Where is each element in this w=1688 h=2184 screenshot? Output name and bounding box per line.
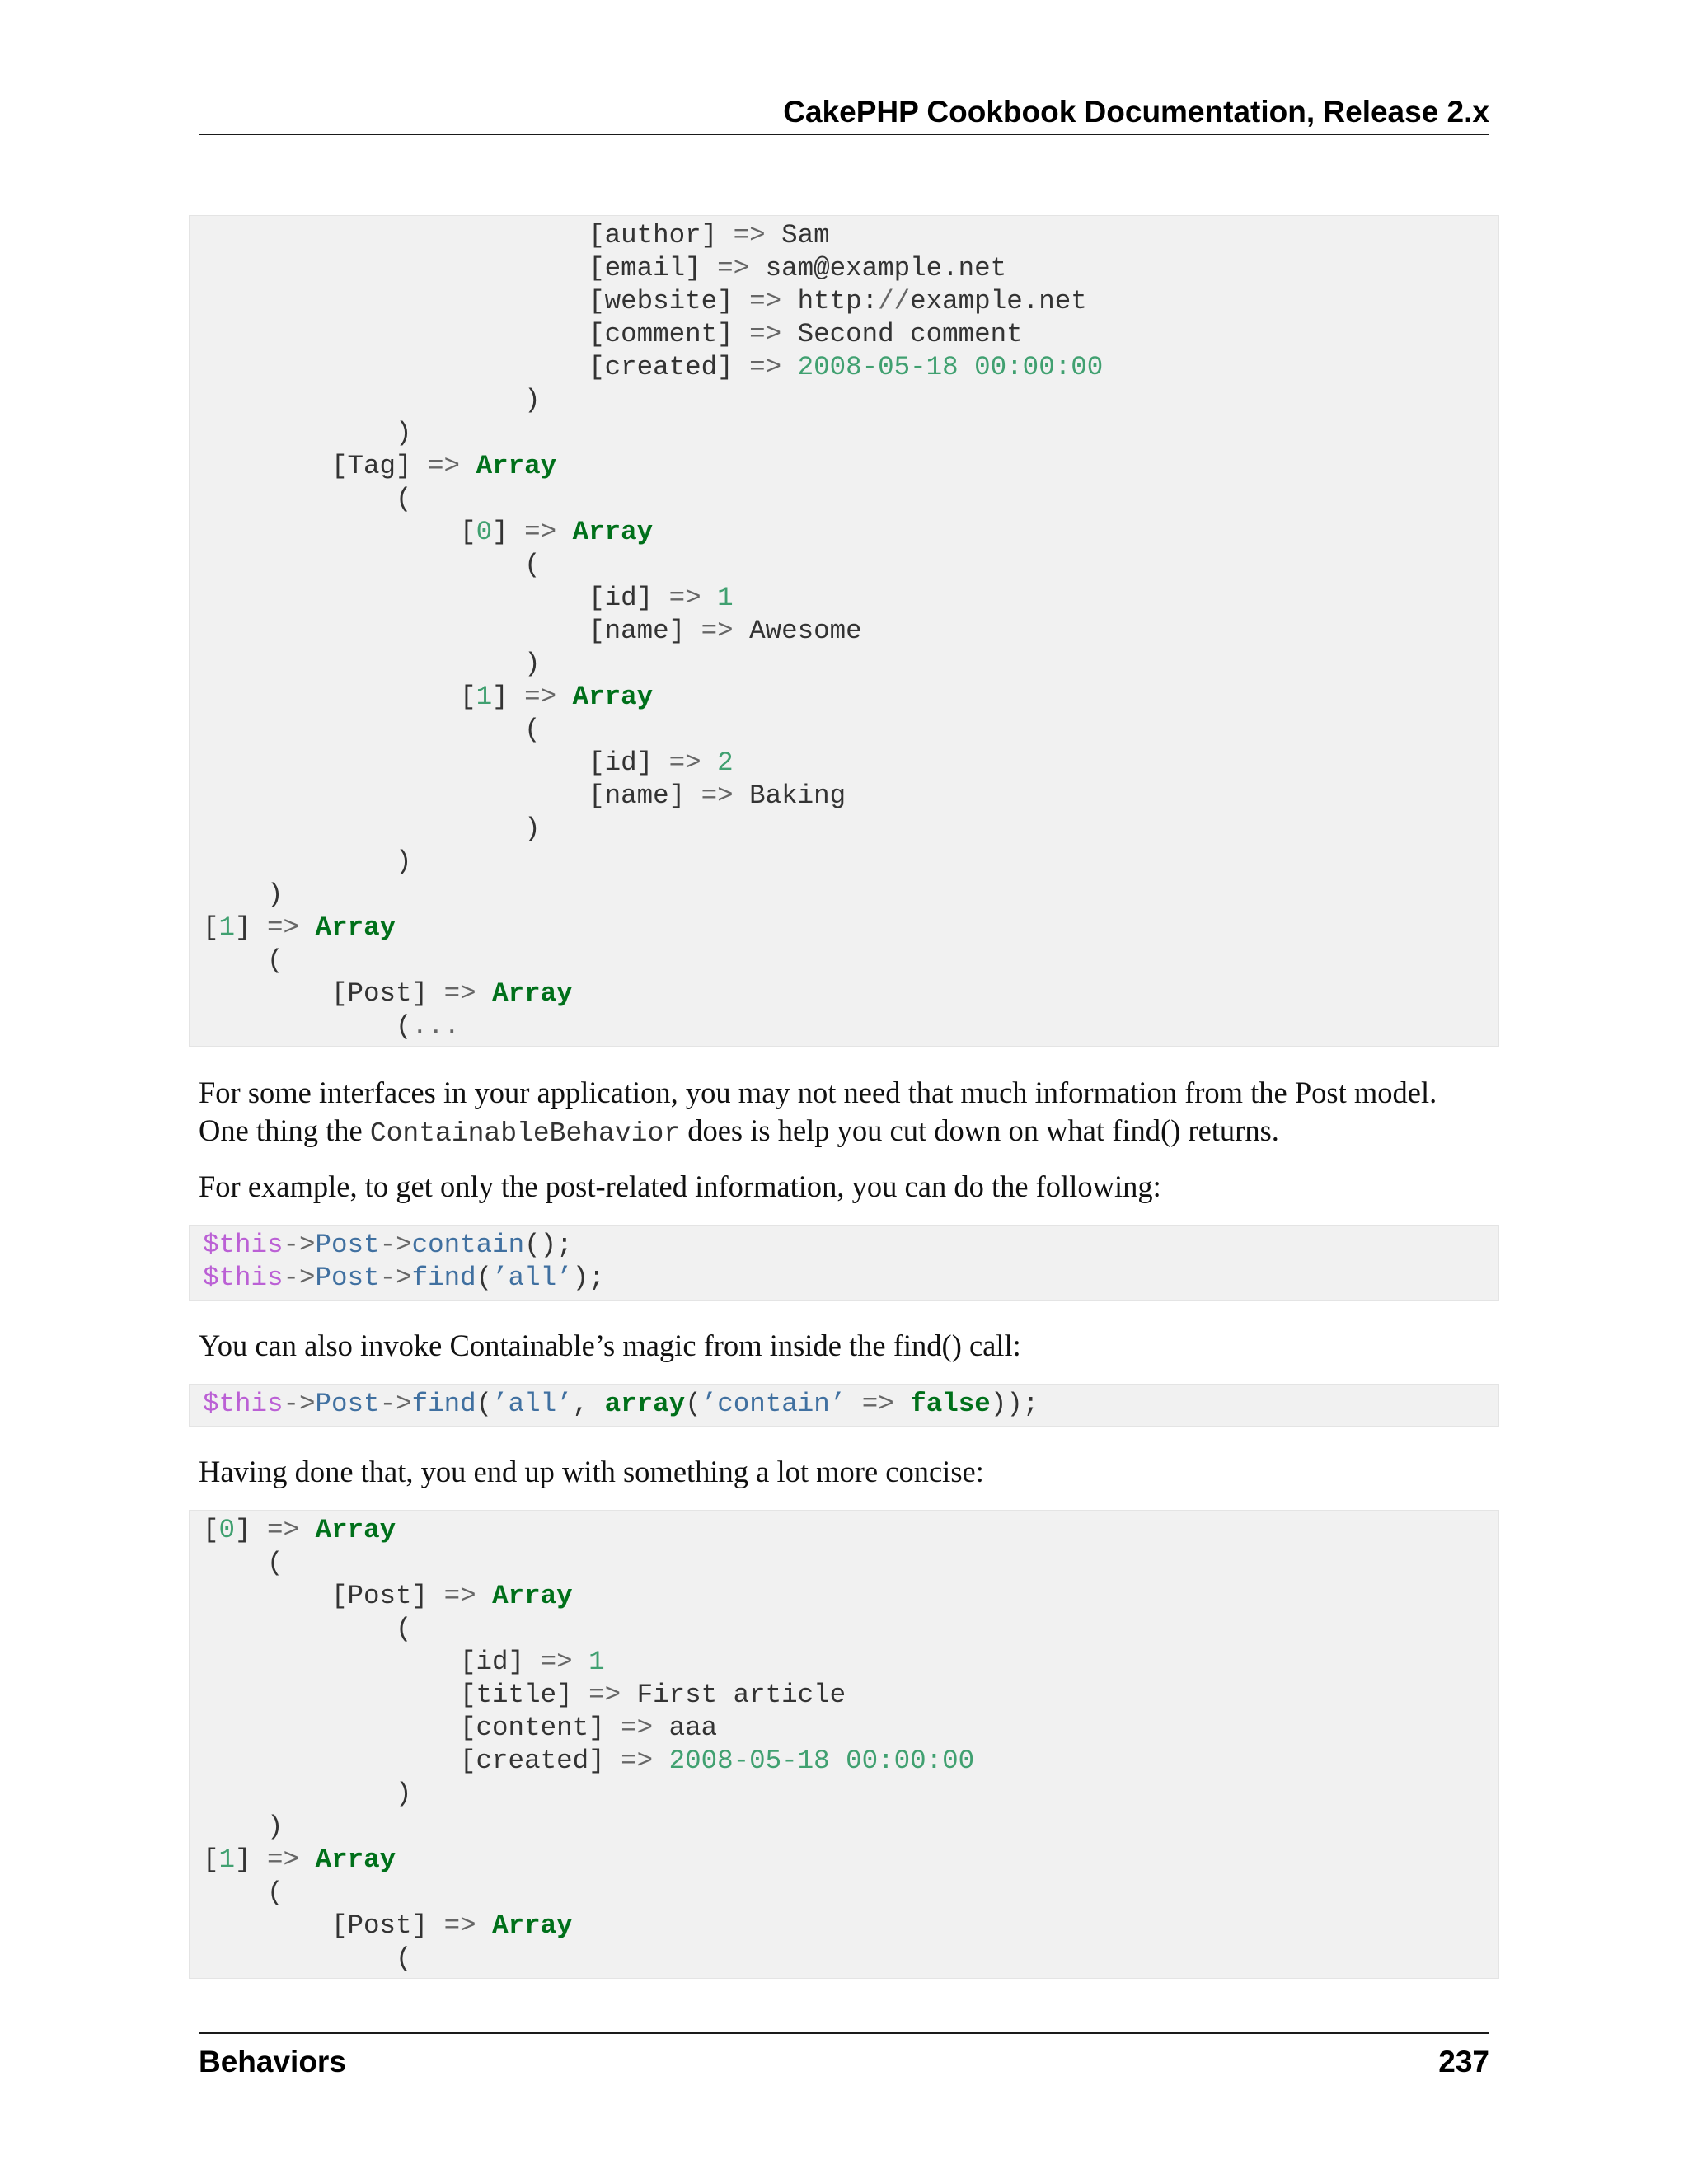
code-token: ] (235, 1844, 268, 1875)
code-token: -> (283, 1389, 316, 1419)
code-token: aaa (653, 1713, 718, 1743)
code-line (203, 1010, 1498, 1043)
code-line (203, 351, 1498, 384)
code-token: ) (203, 879, 284, 910)
code-token: // (878, 286, 911, 316)
code-token: ( (203, 484, 412, 514)
code-token: find (411, 1389, 476, 1419)
code-line (203, 1844, 1498, 1877)
code-token: ’all’ (492, 1389, 573, 1419)
code-token: => (621, 1746, 654, 1776)
inline-code-containable-behavior: ContainableBehavior (369, 1118, 681, 1149)
code-line (203, 747, 1498, 780)
code-token: [id] (203, 1647, 541, 1677)
code-line (203, 219, 1498, 252)
code-token: sam@example.net (749, 253, 1007, 284)
code-token (701, 583, 718, 613)
paragraph-example-intro: For example, to get only the post-related information, you can do the following: (199, 1169, 1161, 1203)
paragraph-find-call: You can also invoke Containable’s magic from inside the find() call: (199, 1329, 1021, 1362)
code-token: => (621, 1713, 654, 1743)
code-line (203, 1778, 1498, 1811)
code-token: [comment] (203, 319, 750, 349)
code-token (299, 1515, 316, 1545)
code-token: 1 (476, 682, 493, 712)
code-token: -> (379, 1263, 412, 1293)
code-line (203, 384, 1498, 417)
code-line (203, 1712, 1498, 1745)
code-token: => (524, 517, 557, 547)
code-token: => (668, 583, 701, 613)
running-header: CakePHP Cookbook Documentation, Release 2.x (783, 95, 1489, 129)
code-token: ) (203, 1811, 284, 1842)
code-token: => (701, 780, 734, 811)
code-token: => (267, 1844, 300, 1875)
code-line (203, 252, 1498, 285)
code-line (203, 1580, 1498, 1613)
code-token: ) (203, 813, 541, 844)
code-token: ( (203, 1943, 412, 1974)
code-token: [created] (203, 352, 750, 382)
code-token (460, 451, 476, 481)
code-token: ); (572, 1263, 605, 1293)
paragraph-concise-result: Having done that, you end up with something a lot more concise: (199, 1455, 984, 1488)
code-line (203, 1910, 1498, 1943)
code-token: 1 (717, 583, 734, 613)
code-token: => (443, 1581, 476, 1611)
code-token: => (749, 352, 782, 382)
code-token: $this (203, 1230, 284, 1260)
code-token: [title] (203, 1680, 589, 1710)
code-token: 1 (218, 1844, 236, 1875)
paragraph-text-before: For some interfaces in your application, you may not need that much information from the Post model. One thing the (199, 1076, 1437, 1147)
code-token: => (749, 286, 782, 316)
code-token: ( (203, 1614, 412, 1644)
code-token: $this (203, 1263, 284, 1293)
footer-section-title: Behaviors (199, 2045, 346, 2079)
code-token (573, 1647, 589, 1677)
code-token: )); (990, 1389, 1039, 1419)
code-token (556, 517, 573, 547)
code-token: [content] (203, 1713, 621, 1743)
code-token: [name] (203, 780, 701, 811)
code-token: => (717, 253, 750, 284)
code-token: [id] (203, 748, 669, 778)
code-block-find-contain-false (189, 1384, 1499, 1427)
code-token: ] (492, 517, 525, 547)
code-token: Post (315, 1263, 380, 1293)
code-line (203, 714, 1498, 747)
code-line (203, 813, 1498, 846)
code-token: ’all’ (492, 1263, 573, 1293)
code-line (203, 648, 1498, 681)
code-token: => (267, 1515, 300, 1545)
code-token: ( (203, 550, 541, 580)
code-token: ) (203, 418, 412, 448)
code-token: ( (476, 1263, 493, 1293)
code-line (203, 1811, 1498, 1844)
code-token: Array (476, 451, 557, 481)
code-token: => (267, 912, 300, 943)
code-token: , (572, 1389, 605, 1419)
code-token: ) (203, 649, 541, 679)
code-token: => (540, 1647, 573, 1677)
code-line (203, 944, 1498, 977)
code-token: array (604, 1389, 686, 1419)
page-number: 237 (1438, 2045, 1489, 2079)
code-token: ( (476, 1389, 493, 1419)
code-token (476, 1581, 493, 1611)
code-token: [id] (203, 583, 669, 613)
code-token: => (524, 682, 557, 712)
code-token: Array (572, 517, 654, 547)
code-line (203, 1514, 1498, 1547)
footer-rule (199, 2032, 1489, 2034)
code-line (203, 1877, 1498, 1910)
code-line (203, 582, 1498, 615)
code-token: find (411, 1263, 476, 1293)
code-token: [ (203, 682, 476, 712)
code-token: ] (235, 1515, 268, 1545)
code-token: [ (203, 517, 476, 547)
code-line (203, 450, 1498, 483)
code-token: => (443, 1910, 476, 1941)
code-token: 1 (218, 912, 236, 943)
code-token: Awesome (733, 616, 862, 646)
code-token: Post (315, 1230, 380, 1260)
code-token (299, 1844, 316, 1875)
code-token: ’contain’ (701, 1389, 846, 1419)
code-token: => (588, 1680, 621, 1710)
paragraph-text-after: does is help you cut down on what find() returns. (680, 1113, 1279, 1147)
code-token: Array (315, 1515, 396, 1545)
code-token: Second comment (781, 319, 1023, 349)
code-token: 0 (476, 517, 493, 547)
code-block-array-output (189, 215, 1499, 1047)
code-line (203, 846, 1498, 879)
code-line (203, 1943, 1498, 1975)
code-line (203, 1745, 1498, 1778)
code-token: Array (315, 912, 396, 943)
code-token: [ (203, 912, 219, 943)
code-token: (); (524, 1230, 573, 1260)
code-token: ) (203, 846, 412, 877)
code-line (203, 1388, 1498, 1421)
code-token: -> (283, 1263, 316, 1293)
code-token: example.net (910, 286, 1087, 316)
code-token: Array (492, 978, 573, 1009)
code-token (299, 912, 316, 943)
code-token: ) (203, 385, 541, 415)
code-token: $this (203, 1389, 284, 1419)
code-token: false (910, 1389, 991, 1419)
code-token: ( (203, 715, 541, 745)
code-token (894, 1389, 911, 1419)
code-block-contain-example (189, 1225, 1499, 1301)
code-token: ( (203, 1548, 284, 1578)
code-line (203, 1679, 1498, 1712)
code-token: [Post] (203, 978, 444, 1009)
code-line (203, 681, 1498, 714)
code-token: [name] (203, 616, 701, 646)
code-token: -> (283, 1230, 316, 1260)
code-token: ) (203, 1779, 412, 1809)
code-token (476, 978, 493, 1009)
code-token: ( (685, 1389, 701, 1419)
code-token: [Post] (203, 1581, 444, 1611)
code-token: => (861, 1389, 894, 1419)
code-token: Array (492, 1581, 573, 1611)
code-token: Sam (765, 220, 830, 251)
code-token: [created] (203, 1746, 621, 1776)
code-line (203, 879, 1498, 912)
code-token: => (701, 616, 734, 646)
code-token (476, 1910, 493, 1941)
code-token: => (443, 978, 476, 1009)
code-token: [author] (203, 220, 734, 251)
code-line (203, 977, 1498, 1010)
code-token (701, 748, 718, 778)
header-rule (199, 134, 1489, 135)
code-line (203, 1262, 1498, 1295)
code-block-concise-output (189, 1510, 1499, 1979)
code-token: => (428, 451, 461, 481)
code-token: ] (492, 682, 525, 712)
code-token: [ (203, 1515, 219, 1545)
code-token: 2008-05-18 00:00:00 (668, 1746, 975, 1776)
code-token: -> (379, 1230, 412, 1260)
code-line (203, 1229, 1498, 1262)
code-token (781, 352, 798, 382)
code-token (653, 1746, 669, 1776)
code-token: 2008-05-18 00:00:00 (797, 352, 1104, 382)
code-line (203, 417, 1498, 450)
paragraph-containable-intro (199, 1074, 1493, 1153)
code-token (556, 682, 573, 712)
code-line (203, 780, 1498, 813)
code-token: 2 (717, 748, 734, 778)
code-token: => (749, 319, 782, 349)
code-token: http: (781, 286, 879, 316)
code-line (203, 549, 1498, 582)
code-token: ( (203, 1011, 412, 1042)
code-token: [Tag] (203, 451, 429, 481)
code-token: Baking (733, 780, 846, 811)
code-token: => (668, 748, 701, 778)
code-line (203, 912, 1498, 944)
code-token: ] (235, 912, 268, 943)
code-token: [website] (203, 286, 750, 316)
code-token: 0 (218, 1515, 236, 1545)
code-token: 1 (588, 1647, 605, 1677)
code-line (203, 1646, 1498, 1679)
code-line (203, 1547, 1498, 1580)
code-token: [email] (203, 253, 718, 284)
code-token: [ (203, 1844, 219, 1875)
code-token: Post (315, 1389, 380, 1419)
code-token: contain (411, 1230, 525, 1260)
code-line (203, 483, 1498, 516)
code-line (203, 285, 1498, 318)
code-token: ... (411, 1011, 461, 1042)
code-token (846, 1389, 862, 1419)
code-token: ( (203, 1877, 284, 1908)
code-token: ( (203, 945, 284, 976)
code-token: => (733, 220, 766, 251)
code-token: Array (315, 1844, 396, 1875)
code-line (203, 318, 1498, 351)
code-line (203, 516, 1498, 549)
code-line (203, 1613, 1498, 1646)
code-token: -> (379, 1389, 412, 1419)
code-token: Array (492, 1910, 573, 1941)
code-token: Array (572, 682, 654, 712)
code-line (203, 615, 1498, 648)
code-token: [Post] (203, 1910, 444, 1941)
code-token: First article (621, 1680, 846, 1710)
